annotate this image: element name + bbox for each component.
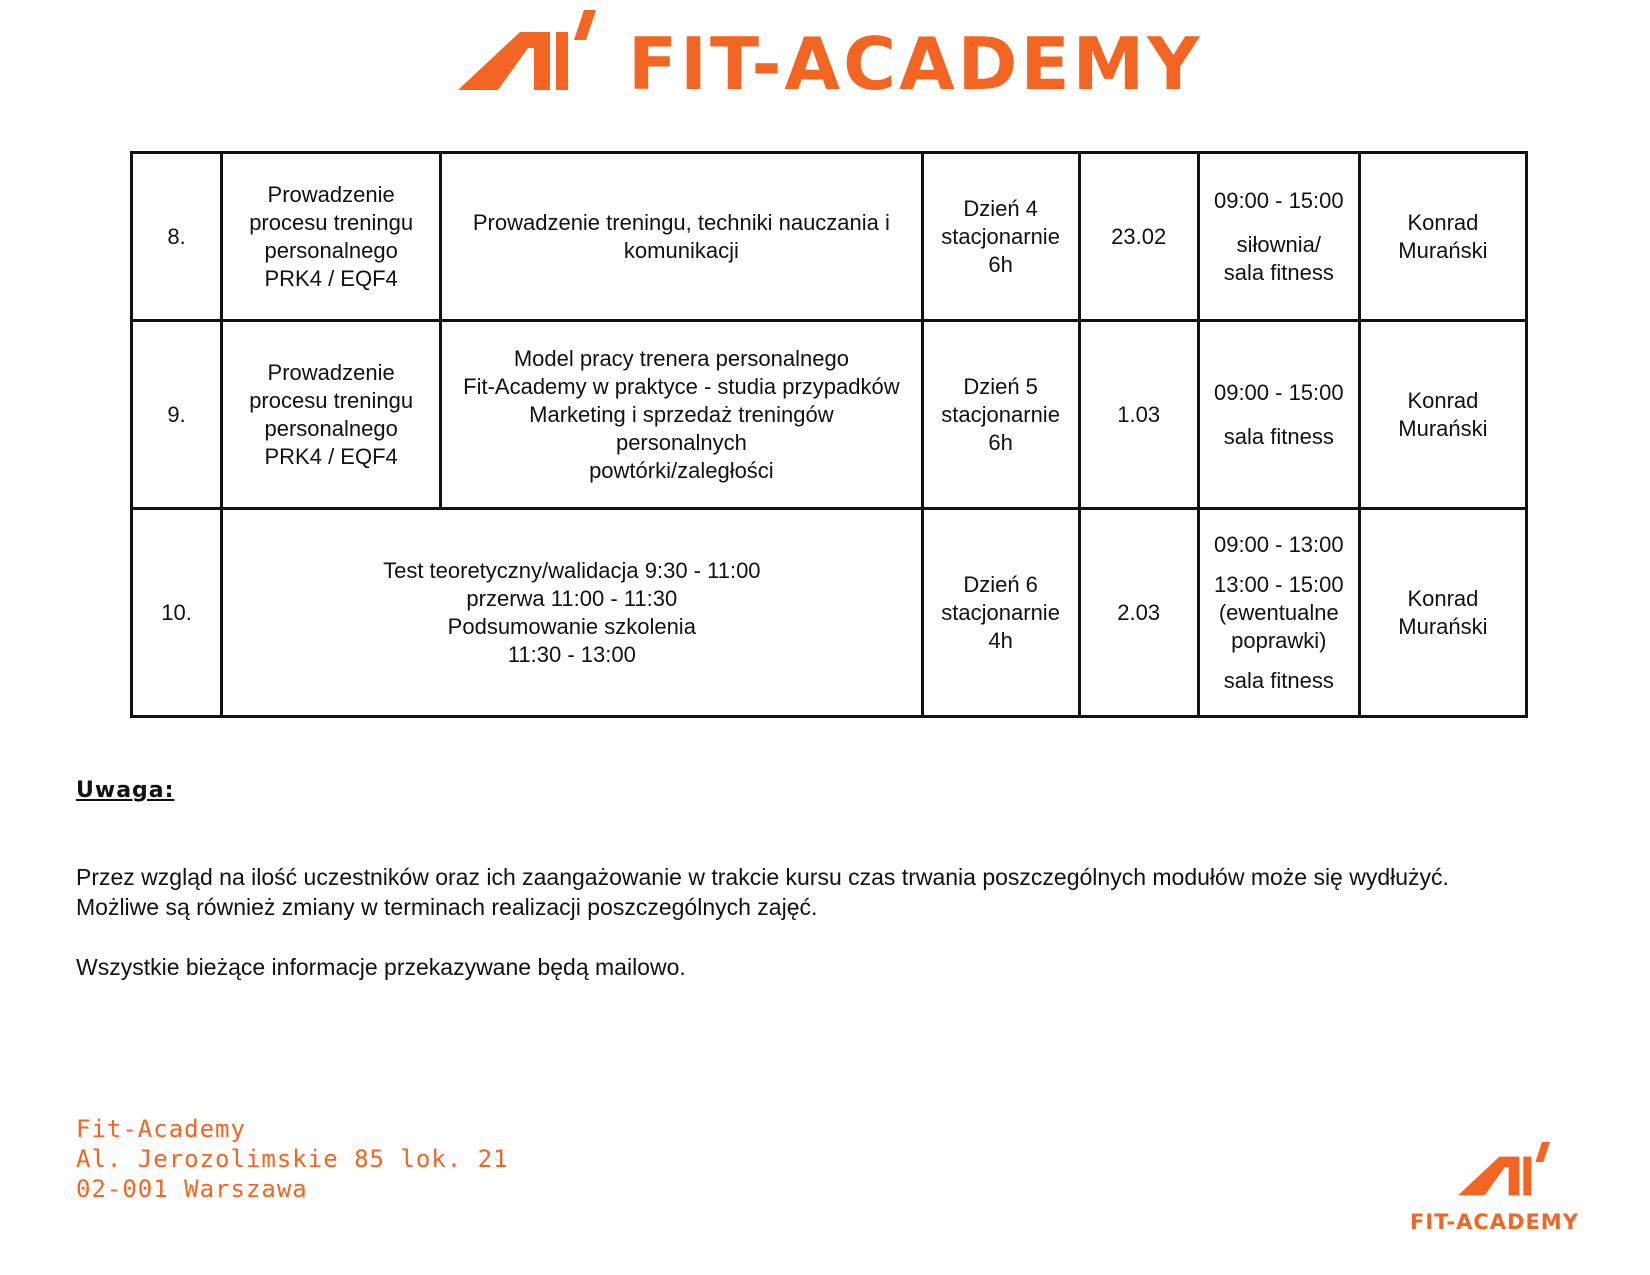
date-cell: 1.03 <box>1079 321 1198 509</box>
header-logo-text: FIT-ACADEMY <box>628 22 1203 106</box>
date-cell: 23.02 <box>1079 153 1198 321</box>
table-row <box>132 153 1527 321</box>
day-cell: Dzień 5 stacjonarnie 6h <box>922 321 1079 509</box>
time-place-cell: 09:00 - 15:00 sala fitness <box>1198 321 1359 509</box>
footer-logo-text: FIT-ACADEMY <box>1410 1210 1579 1234</box>
module-cell: Prowadzenie procesu treningu personalnego PRK4 / EQF4 <box>222 321 441 509</box>
row-number: 10. <box>132 509 222 717</box>
topic-cell: Test teoretyczny/walidacja 9:30 - 11:00 przerwa 11:00 - 11:30 Podsumowanie szkolenia 11:30 - 13:00 <box>222 509 923 717</box>
day-cell: Dzień 4 stacjonarnie 6h <box>922 153 1079 321</box>
note-line: Wszystkie bieżące informacje przekazywane będą mailowo. <box>76 954 686 980</box>
note-line: Przez wzgląd na ilość uczestników oraz ich zaangażowanie w trakcie kursu czas trwania poszczególnych modułów może się wydłużyć. <box>76 864 1449 890</box>
date-cell: 2.03 <box>1079 509 1198 717</box>
footer-company: Fit-Academy <box>76 1115 246 1143</box>
footer-city: 02-001 Warszawa <box>76 1175 308 1203</box>
footer-address <box>76 1114 509 1204</box>
trainer-cell: Konrad Murański <box>1359 509 1526 717</box>
module-cell: Prowadzenie procesu treningu personalnego PRK4 / EQF4 <box>222 153 441 321</box>
table-row <box>132 509 1527 717</box>
note-body <box>76 862 1616 982</box>
topic-cell: Model pracy trenera personalnego Fit-Academy w praktyce - studia przypadków Marketing i sprzedaż treningów personalnych powtórki/zaległości <box>441 321 922 509</box>
row-number: 9. <box>132 321 222 509</box>
footer-logo <box>1410 1142 1610 1242</box>
trainer-cell: Konrad Murański <box>1359 153 1526 321</box>
row-number: 8. <box>132 153 222 321</box>
topic-cell: Prowadzenie treningu, techniki nauczania i komunikacji <box>441 153 922 321</box>
schedule-table <box>130 151 1528 718</box>
day-cell: Dzień 6 stacjonarnie 4h <box>922 509 1079 717</box>
footer-street: Al. Jerozolimskie 85 lok. 21 <box>76 1145 509 1173</box>
note-heading: Uwaga: <box>76 778 175 803</box>
header-logo <box>458 10 1203 106</box>
table-row <box>132 321 1527 509</box>
note-line: Możliwe są również zmiany w terminach realizacji poszczególnych zajęć. <box>76 894 818 920</box>
time-place-cell: 09:00 - 13:00 13:00 - 15:00 (ewentualne poprawki) sala fitness <box>1198 509 1359 717</box>
fit-academy-logo-icon <box>458 10 608 100</box>
time-place-cell: 09:00 - 15:00 siłownia/ sala fitness <box>1198 153 1359 321</box>
fit-academy-logo-icon <box>1458 1142 1558 1202</box>
trainer-cell: Konrad Murański <box>1359 321 1526 509</box>
